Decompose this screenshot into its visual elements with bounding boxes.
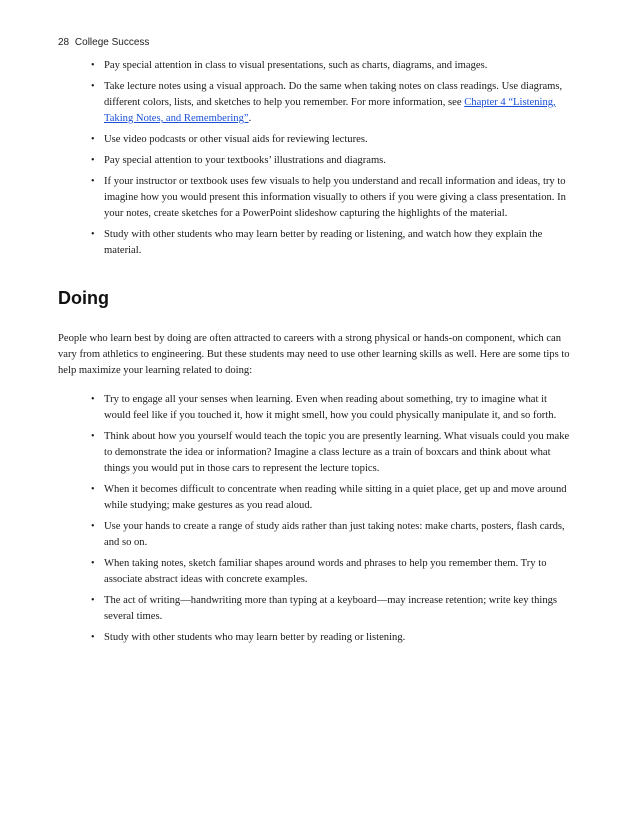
page-content	[58, 58, 573, 651]
chapter-4-link[interactable]: Chapter 4 “Listening, Taking Notes, and Remembering”	[104, 97, 556, 124]
list-item: • Study with other students who may learn better by reading or listening, and watch how they explain the material.	[104, 227, 573, 259]
page-number: 28	[58, 37, 70, 48]
visual-tips-list	[58, 58, 573, 259]
list-item: • Use your hands to create a range of study aids rather than just taking notes: make charts, posters, flash cards, and so on.	[104, 519, 573, 551]
doing-intro-paragraph: People who learn best by doing are often attracted to careers with a strong physical or hands-on component, which can vary from athletics to engineering. But these students may need to use other learning skills as well. Here are some tips to help maximize your learning related to doing:	[58, 333, 570, 376]
list-item: • When it becomes difficult to concentrate when reading while sitting in a quiet place, get up and move around while studying; make gestures as you read aloud.	[104, 482, 573, 514]
running-header	[58, 37, 149, 48]
list-item: • When taking notes, sketch familiar shapes around words and phrases to help you remember them. Try to associate abstract ideas with concrete examples.	[104, 556, 573, 588]
list-item: • Use video podcasts or other visual aids for reviewing lectures.	[104, 132, 573, 148]
list-item: • If your instructor or textbook uses few visuals to help you understand and recall information and ideas, try to imagine how you would present this information visually to others if you were giving a class presentation. In your notes, create sketches for a PowerPoint slideshow capturing the highlights of the material.	[104, 174, 573, 222]
list-item: • Study with other students who may learn better by reading or listening.	[104, 630, 573, 646]
list-item: • Take lecture notes using a visual approach. Do the same when taking notes on class readings. Use diagrams, different colors, lists, and sketches to help you remember. For more information, see Chapter 4 “Listening, Taking Notes, and Remembering”.	[104, 79, 573, 127]
list-item: • The act of writing—handwriting more than typing at a keyboard—may increase retention; write key things several times.	[104, 593, 573, 625]
list-item: • Try to engage all your senses when learning. Even when reading about something, try to imagine what it would feel like if you touched it, how it might smell, how you could physically manipulate it, and so forth.	[104, 392, 573, 424]
section-heading-doing: Doing	[58, 288, 109, 308]
list-item: • Think about how you yourself would teach the topic you are presently learning. What visuals could you make to demonstrate the idea or information? Imagine a class lecture as a train of boxcars and think about what things you would put in those cars to represent the lecture topics.	[104, 429, 573, 477]
book-title: College Success	[74, 37, 150, 48]
list-item: • Pay special attention in class to visual presentations, such as charts, diagrams, and images.	[104, 58, 573, 74]
list-item: • Pay special attention to your textbooks’ illustrations and diagrams.	[104, 153, 573, 169]
doing-tips-list	[58, 392, 573, 646]
